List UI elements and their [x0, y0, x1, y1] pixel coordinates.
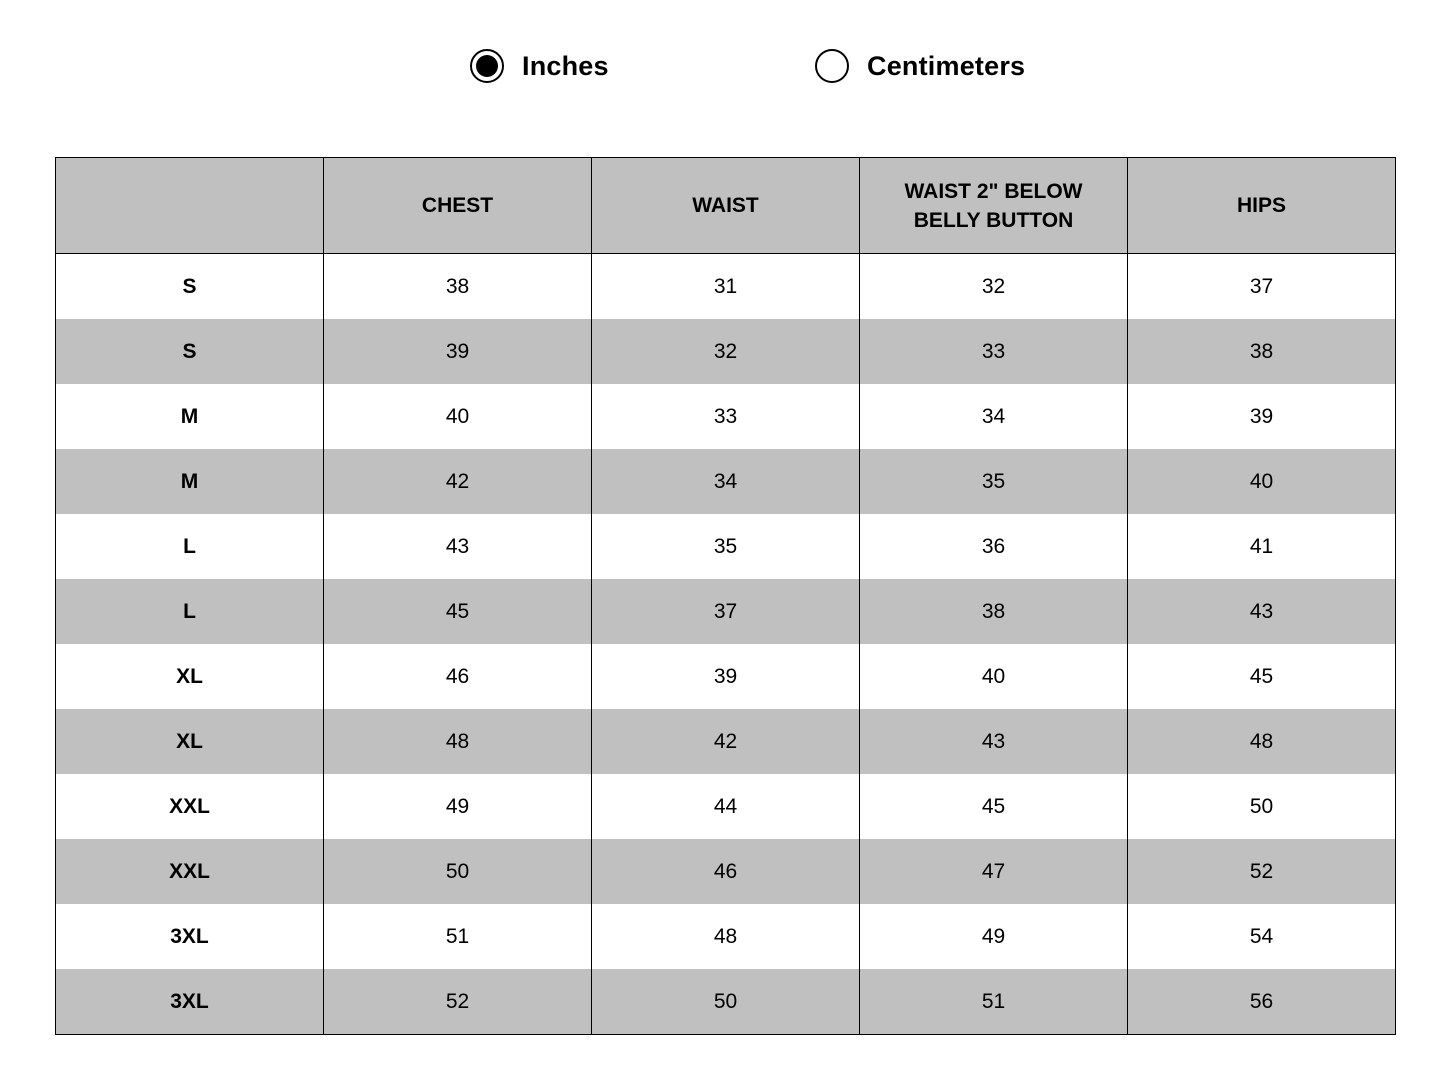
- size-cell: 3XL: [56, 969, 324, 1035]
- chest-cell: 39: [324, 319, 592, 384]
- size-chart-table: [55, 157, 1396, 1035]
- size-cell: L: [56, 579, 324, 644]
- table-row: [56, 839, 1396, 904]
- waist-cell: 46: [592, 839, 860, 904]
- hips-cell: 54: [1128, 904, 1396, 969]
- hips-cell: 43: [1128, 579, 1396, 644]
- waist-below-belly-button-cell: 36: [860, 514, 1128, 579]
- hips-cell: 45: [1128, 644, 1396, 709]
- waist-cell: 37: [592, 579, 860, 644]
- waist-below-belly-button-cell: 34: [860, 384, 1128, 449]
- waist-below-belly-button-cell: 47: [860, 839, 1128, 904]
- hips-cell: 41: [1128, 514, 1396, 579]
- table-row: [56, 384, 1396, 449]
- hips-cell: 56: [1128, 969, 1396, 1035]
- chest-cell: 49: [324, 774, 592, 839]
- table-header-row: [56, 158, 1396, 254]
- chest-cell: 46: [324, 644, 592, 709]
- waist-below-belly-button-cell: 35: [860, 449, 1128, 514]
- waist-below-belly-button-cell: 49: [860, 904, 1128, 969]
- inches-radio[interactable]: [470, 49, 504, 83]
- waist-below-belly-button-cell: 43: [860, 709, 1128, 774]
- waist-cell: 44: [592, 774, 860, 839]
- size-cell: M: [56, 384, 324, 449]
- chest-cell: 50: [324, 839, 592, 904]
- waist-cell: 33: [592, 384, 860, 449]
- table-body: [56, 254, 1396, 1035]
- chest-cell: 45: [324, 579, 592, 644]
- waist-below-belly-button-cell: 51: [860, 969, 1128, 1035]
- chest-cell: 52: [324, 969, 592, 1035]
- size-cell: S: [56, 319, 324, 384]
- hips-cell: 48: [1128, 709, 1396, 774]
- size-cell: XXL: [56, 774, 324, 839]
- waist-below-belly-button-cell: 45: [860, 774, 1128, 839]
- header-waist: WAIST: [592, 158, 860, 254]
- size-cell: M: [56, 449, 324, 514]
- chest-cell: 48: [324, 709, 592, 774]
- hips-cell: 40: [1128, 449, 1396, 514]
- table-row: [56, 579, 1396, 644]
- hips-cell: 52: [1128, 839, 1396, 904]
- size-cell: XL: [56, 709, 324, 774]
- unit-option-inches[interactable]: [470, 44, 609, 88]
- centimeters-label: Centimeters: [867, 50, 1026, 81]
- chest-cell: 51: [324, 904, 592, 969]
- table-row: [56, 254, 1396, 320]
- table-row: [56, 904, 1396, 969]
- size-cell: S: [56, 254, 324, 320]
- header-waist-below-belly-button: WAIST 2" BELOW BELLY BUTTON: [860, 158, 1128, 254]
- chest-cell: 43: [324, 514, 592, 579]
- waist-below-belly-button-cell: 33: [860, 319, 1128, 384]
- table-row: [56, 709, 1396, 774]
- table-row: [56, 319, 1396, 384]
- table-row: [56, 969, 1396, 1035]
- waist-cell: 48: [592, 904, 860, 969]
- waist-cell: 42: [592, 709, 860, 774]
- waist-cell: 34: [592, 449, 860, 514]
- waist-below-belly-button-cell: 32: [860, 254, 1128, 320]
- waist-cell: 35: [592, 514, 860, 579]
- waist-cell: 32: [592, 319, 860, 384]
- size-cell: L: [56, 514, 324, 579]
- header-size: [56, 158, 324, 254]
- table-row: [56, 774, 1396, 839]
- waist-cell: 50: [592, 969, 860, 1035]
- table-row: [56, 644, 1396, 709]
- waist-cell: 39: [592, 644, 860, 709]
- unit-toggle: [0, 44, 1445, 88]
- chest-cell: 42: [324, 449, 592, 514]
- chest-cell: 40: [324, 384, 592, 449]
- size-cell: XXL: [56, 839, 324, 904]
- hips-cell: 50: [1128, 774, 1396, 839]
- waist-cell: 31: [592, 254, 860, 320]
- hips-cell: 38: [1128, 319, 1396, 384]
- size-cell: XL: [56, 644, 324, 709]
- chest-cell: 38: [324, 254, 592, 320]
- table-row: [56, 514, 1396, 579]
- hips-cell: 37: [1128, 254, 1396, 320]
- waist-below-belly-button-cell: 38: [860, 579, 1128, 644]
- inches-label: Inches: [522, 50, 609, 81]
- header-hips: HIPS: [1128, 158, 1396, 254]
- size-cell: 3XL: [56, 904, 324, 969]
- hips-cell: 39: [1128, 384, 1396, 449]
- centimeters-radio[interactable]: [815, 49, 849, 83]
- waist-below-belly-button-cell: 40: [860, 644, 1128, 709]
- table-row: [56, 449, 1396, 514]
- header-chest: CHEST: [324, 158, 592, 254]
- unit-option-centimeters[interactable]: [815, 44, 1025, 88]
